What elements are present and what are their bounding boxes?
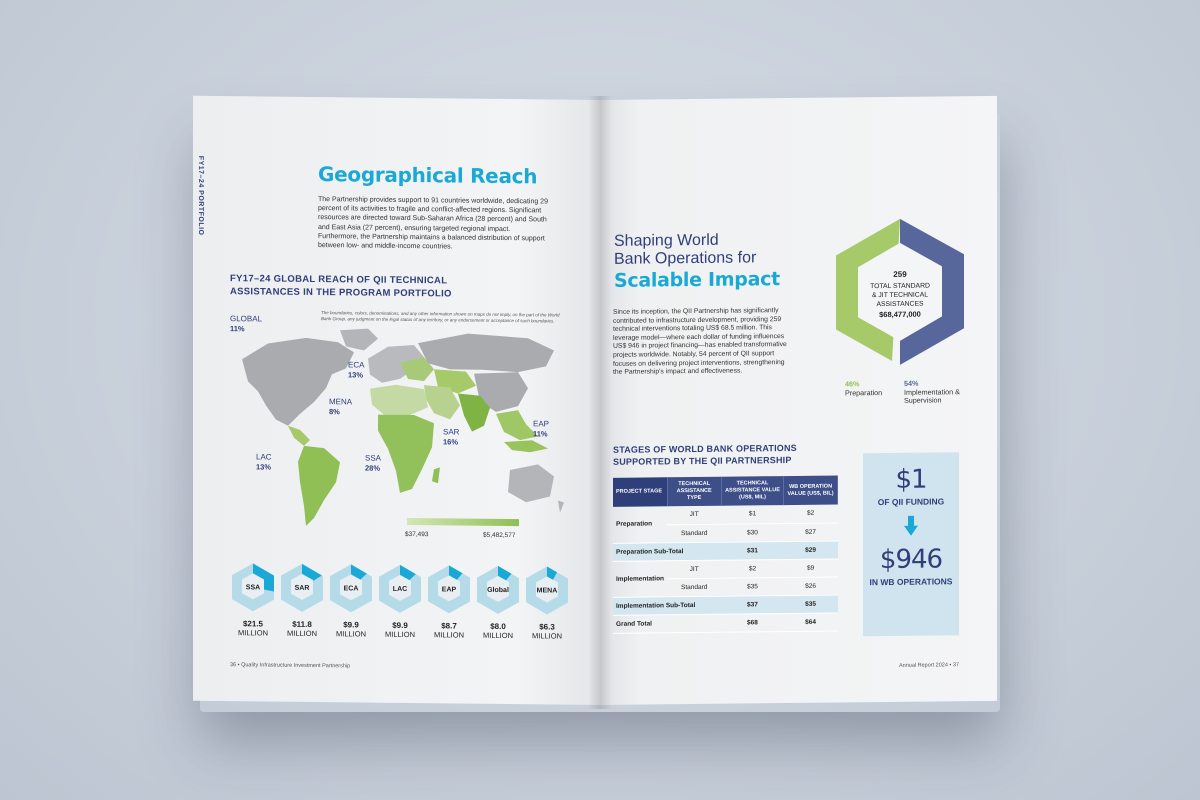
table-subtotal-row [613,595,838,615]
hex-unit: MILLION [384,629,415,640]
impl-label: Implementation & Supervision [904,386,960,405]
table-cell: Preparation Sub-Total [613,542,721,561]
header-ta-value: TECHNICAL ASSISTANCE VALUE (US$, MIL) [721,476,783,506]
table-cell: Grand Total [613,614,721,633]
header-wb-value: WB OPERATION VALUE (US$, BIL) [784,476,838,506]
page-title: Geographical Reach [318,162,538,189]
prep-pct: 46% [845,379,860,389]
region-label-eap: EAP 11% [533,419,550,439]
world-map [228,321,568,535]
region-hex-ssa [230,561,276,616]
scale-min-label: $37,493 [405,530,429,539]
footer-left: 36 • Quality Infrastructure Investment Partnership [230,662,351,670]
section-title [614,231,780,290]
hex-unit: MILLION [482,630,513,641]
table-cell: $27 [784,523,838,542]
callout-bottom-label: IN WB OPERATIONS [869,576,953,588]
hex-value [426,621,472,639]
table-cell: JIT [667,506,721,525]
table-cell: $2 [784,505,838,524]
table-cell: $26 [784,577,838,596]
hex-code-label: Global [487,586,509,595]
table-cell: $64 [784,613,838,632]
russia-shape [418,333,554,372]
donut-label-3: ASSISTANCES [876,300,924,309]
donut-label-1: TOTAL STANDARD [870,282,930,291]
hex-code-label: SSA [245,584,261,592]
table-cell: $35 [721,577,783,596]
region-label-sar: SAR 16% [443,427,460,447]
australia-shape [508,464,554,502]
intro-text: The Partnership provides support to 91 countries worldwide, dedicating 29 percent of its activities to fragile and conflict-affected regions. Significant resources are directed toward Sub-Saharan Africa (28 percent) and South and East Asia (27 percent), ensuring targeted regional impact. Furthermore, the Partnership maintains a balanced distribution of support between low- and middle-income countries. [318,196,548,251]
table-cell: Implementation Sub-Total [613,596,721,615]
legend-preparation [845,380,882,397]
map-disclaimer: The boundaries, colors, denominations, and any other information shown on maps do not imply, on the part of the World Bank Group, any judgment on the legal status of any territory, or any endorsement or acceptance of such boundaries. [321,310,560,324]
hex-amount: $6.3 [539,622,555,632]
donut-label-2: & JIT TECHNICAL [871,291,929,300]
region-label-global: GLOBAL 11% [230,314,263,334]
intro-text-right: Since its inception, the QII Partnership has significantly contributed to infrastructure development, providing 259 technical interventions totaling US$ 68.5 million. This leverage model—where each dollar of funding influences US$ 946 in project financing—has enabled transformative projects worldwide. Notably, 54 percent of QII support focuses on delivering project interventions, strengthening the Partnership's impact and effectiveness. [613,307,787,377]
table-cell: Standard [667,578,721,597]
table-cell: $68 [721,613,783,632]
table-cell: $35 [784,595,838,614]
donut-count: 259 [893,269,907,279]
hex-amount: $8.0 [490,621,506,632]
central-america-shape [288,426,310,446]
callout-bottom-value: $946 [879,544,943,576]
hex-value [524,622,570,640]
impl-pct: 54% [904,378,919,388]
hex-value [475,622,521,640]
callout-top-value: $1 [895,464,927,495]
table-cell: JIT [667,560,721,579]
new-zealand-shape [558,501,564,513]
leverage-callout [863,452,959,636]
table-cell: $9 [784,559,838,578]
hex-code-label: ECA [343,585,359,593]
region-hex-mena [524,564,570,619]
region-label-lac: LAC 13% [256,452,272,472]
stages-table [613,476,838,634]
madagascar-shape [432,467,440,483]
down-arrow-icon [904,516,918,536]
north-africa-shape [370,385,428,416]
region-hex-eca [328,562,374,617]
table-title: STAGES OF WORLD BANK OPERATIONS SUPPORTED BY THE QII PARTNERSHIP [613,442,797,467]
table-cell: $31 [721,541,783,560]
hex-value [279,620,325,638]
hex-code-label: LAC [392,585,408,593]
hex-unit: MILLION [531,631,562,641]
table-grand-total-row [613,613,838,633]
hex-amount: $11.8 [292,619,312,629]
hex-amount: $9.9 [392,620,408,630]
sub-saharan-africa-shape [378,415,434,494]
region-label-mena: MENA 8% [329,397,353,417]
table-cell: Standard [667,524,721,543]
hex-donut-chart [830,216,970,367]
table-header-row [613,476,838,507]
hex-code-label: EAP [441,586,457,594]
title-line-1: Shaping World [614,231,719,250]
southeast-asia-shape [496,410,538,440]
callout-top-label: OF QII FUNDING [877,496,945,508]
region-label-ssa: SSA 28% [365,453,382,473]
table-cell: $37 [721,595,783,614]
table-subtotal-row [613,541,838,561]
donut-amount: $68,477,000 [879,309,921,320]
side-tab: FY17–24 PORTFOLIO [197,155,204,236]
hex-value [230,619,276,637]
hex-value [377,621,423,639]
hex-unit: MILLION [433,630,464,640]
stage-implementation: Implementation [613,560,667,597]
footer-right: Annual Report 2024 • 37 [898,662,959,669]
indonesia-shape [504,440,548,452]
right-page [600,96,997,705]
hex-unit: MILLION [286,628,317,639]
region-hex-sar [279,562,325,617]
hex-code-label: SAR [294,584,310,592]
table-cell: $1 [721,505,783,524]
region-hex-global [475,564,521,619]
table-row [613,559,838,579]
table-cell: $29 [784,541,838,560]
region-hex-lac [377,563,423,618]
hex-amount: $8.7 [441,621,457,631]
table-cell: $30 [721,523,783,542]
left-page [193,96,600,705]
header-ta-type: TECHNICAL ASSISTANCE TYPE [667,477,721,507]
south-america-shape [298,446,340,526]
hex-value [328,620,374,638]
scale-max-label: $5,482,577 [483,531,516,540]
map-color-scale [407,518,519,526]
stage-preparation: Preparation [613,506,667,543]
hex-amount: $21.5 [242,619,264,629]
hex-amount: $9.9 [343,620,359,630]
hex-unit: MILLION [335,629,366,639]
header-project-stage: PROJECT STAGE [613,477,667,507]
table-cell: $2 [721,559,783,578]
legend-implementation [904,379,974,405]
book-spine [588,96,612,709]
region-hex-eap [426,563,472,618]
region-label-eca: ECA 13% [348,360,365,380]
title-highlight: Scalable Impact [614,268,780,292]
prep-label: Preparation [845,387,883,397]
hex-code-label: MENA [536,587,558,595]
map-title: FY17–24 GLOBAL REACH OF QII TECHNICAL ASSISTANCES IN THE PROGRAM PORTFOLIO [230,273,452,300]
title-line-2: Bank Operations for [614,249,757,268]
table-row [613,505,838,525]
hex-unit: MILLION [237,628,268,638]
